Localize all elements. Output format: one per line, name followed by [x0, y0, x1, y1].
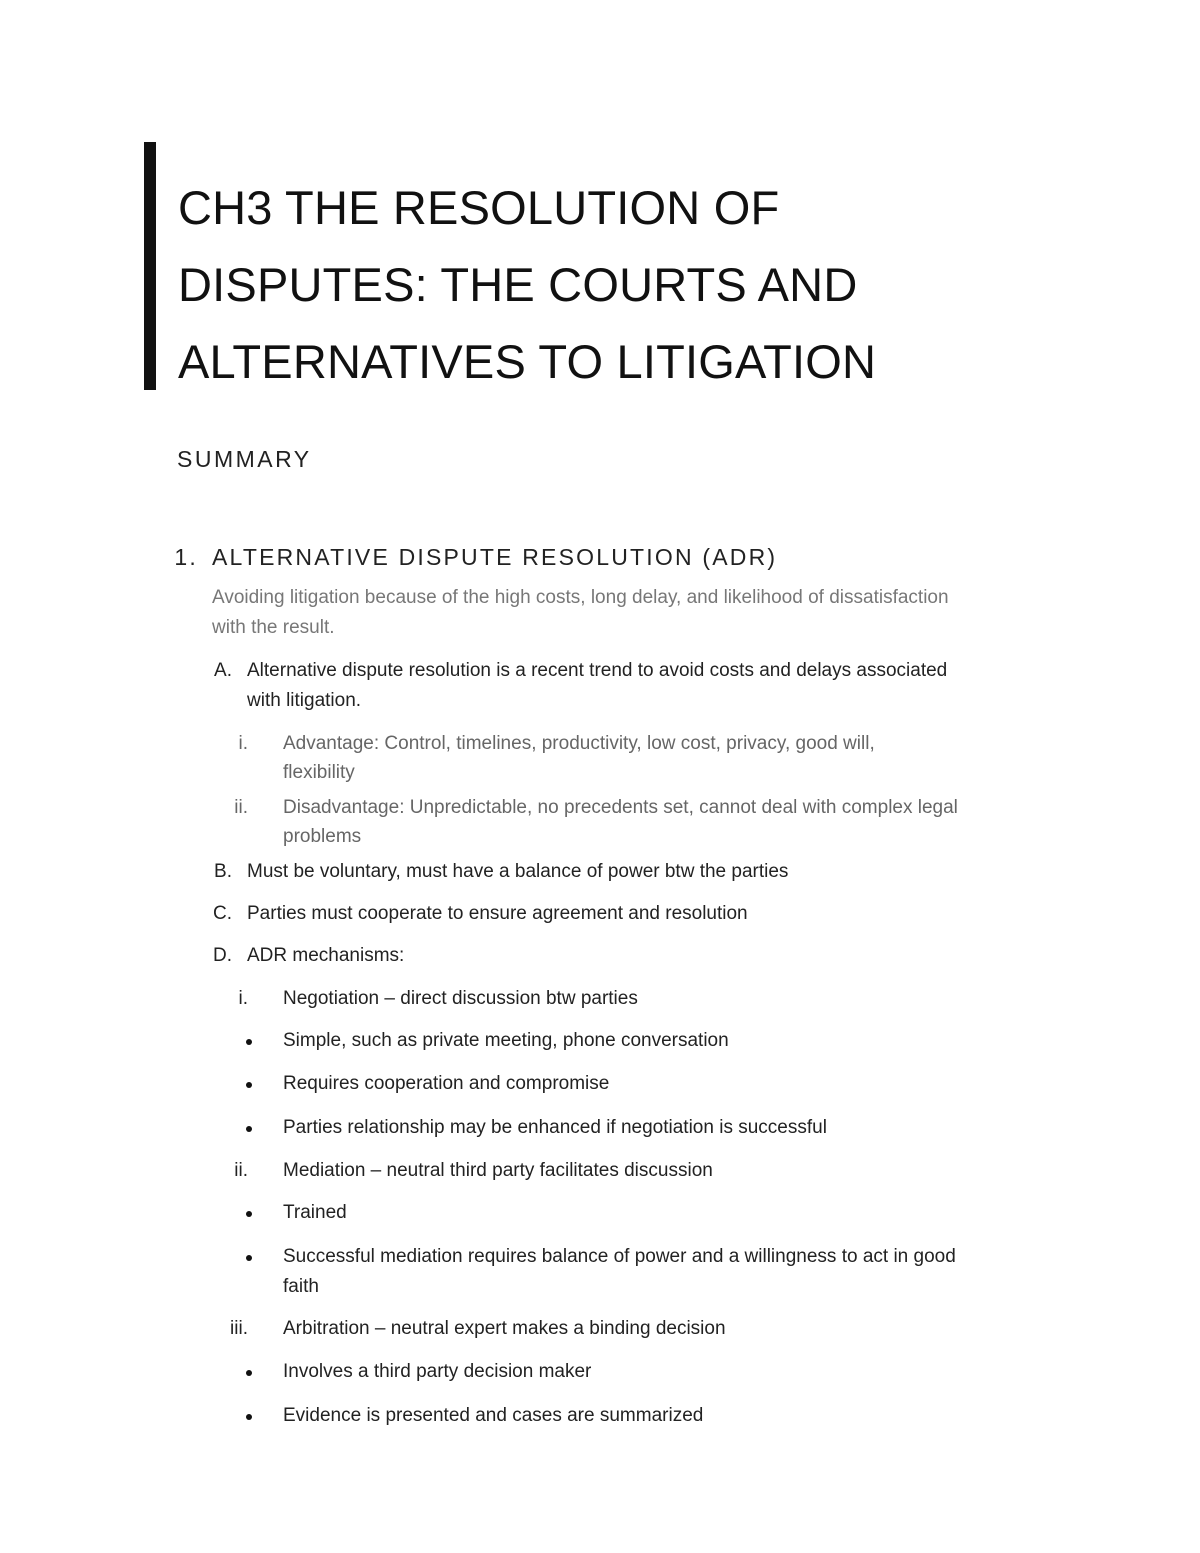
section-intro-line-2: with the result.	[212, 617, 335, 638]
list-item-a-ii-line-1: Disadvantage: Unpredictable, no precedents set, cannot deal with complex legal	[283, 797, 958, 818]
list-marker-a: A.	[214, 660, 232, 681]
list-item-a-line-2: with litigation.	[247, 690, 362, 711]
list-marker-d-ii: ii.	[234, 1160, 248, 1181]
list-marker-d: D.	[213, 945, 232, 966]
list-item-b-text: Must be voluntary, must have a balance of power btw the parties	[247, 861, 789, 882]
bullet-text: Simple, such as private meeting, phone conversation	[283, 1030, 729, 1051]
section-number: 1.	[174, 544, 198, 570]
list-item-a-i-line-1: Advantage: Control, timelines, productivity, low cost, privacy, good will,	[283, 733, 875, 754]
bullet-text: Requires cooperation and compromise	[283, 1073, 610, 1094]
section-intro-line-1: Avoiding litigation because of the high costs, long delay, and likelihood of dissatisfaction	[212, 587, 949, 608]
mechanism-negotiation-text: Negotiation – direct discussion btw parties	[283, 988, 638, 1009]
bullet-text: Parties relationship may be enhanced if negotiation is successful	[283, 1117, 827, 1138]
chapter-title	[144, 142, 1018, 390]
list-marker-a-ii: ii.	[234, 797, 248, 818]
chapter-title-line-3: ALTERNATIVES TO LITIGATION	[178, 335, 877, 388]
bullet-icon	[246, 1255, 252, 1261]
list-marker-d-iii: iii.	[230, 1318, 248, 1339]
bullet-icon	[246, 1370, 252, 1376]
bullet-text: Trained	[283, 1202, 347, 1223]
list-item-a-line-1: Alternative dispute resolution is a recent trend to avoid costs and delays associated	[247, 660, 948, 681]
bullet-icon	[246, 1414, 252, 1420]
bullet-text: Evidence is presented and cases are summarized	[283, 1405, 704, 1426]
list-marker-b: B.	[214, 861, 232, 882]
list-item-c-text: Parties must cooperate to ensure agreement and resolution	[247, 903, 748, 924]
list-marker-c: C.	[213, 903, 232, 924]
bullet-text-line-2: faith	[283, 1276, 319, 1297]
bullet-icon	[246, 1082, 252, 1088]
bullet-icon	[246, 1211, 252, 1217]
list-item-d-text: ADR mechanisms:	[247, 945, 405, 966]
summary-heading: SUMMARY	[177, 446, 312, 472]
section-title: ALTERNATIVE DISPUTE RESOLUTION (ADR)	[212, 544, 778, 570]
bullet-icon	[246, 1126, 252, 1132]
mechanism-mediation-text: Mediation – neutral third party facilitates discussion	[283, 1160, 713, 1181]
mechanism-arbitration-text: Arbitration – neutral expert makes a binding decision	[283, 1318, 726, 1339]
list-item-a-i-line-2: flexibility	[283, 762, 355, 783]
chapter-title-line-2: DISPUTES: THE COURTS AND	[178, 258, 858, 311]
bullet-text-line-1: Successful mediation requires balance of power and a willingness to act in good	[283, 1246, 956, 1267]
list-item-a-ii-line-2: problems	[283, 826, 362, 847]
chapter-title-line-1: CH3 THE RESOLUTION OF	[178, 181, 780, 234]
bullet-icon	[246, 1039, 252, 1045]
list-marker-d-i: i.	[238, 988, 248, 1009]
list-marker-a-i: i.	[238, 733, 248, 754]
bullet-text: Involves a third party decision maker	[283, 1361, 592, 1382]
